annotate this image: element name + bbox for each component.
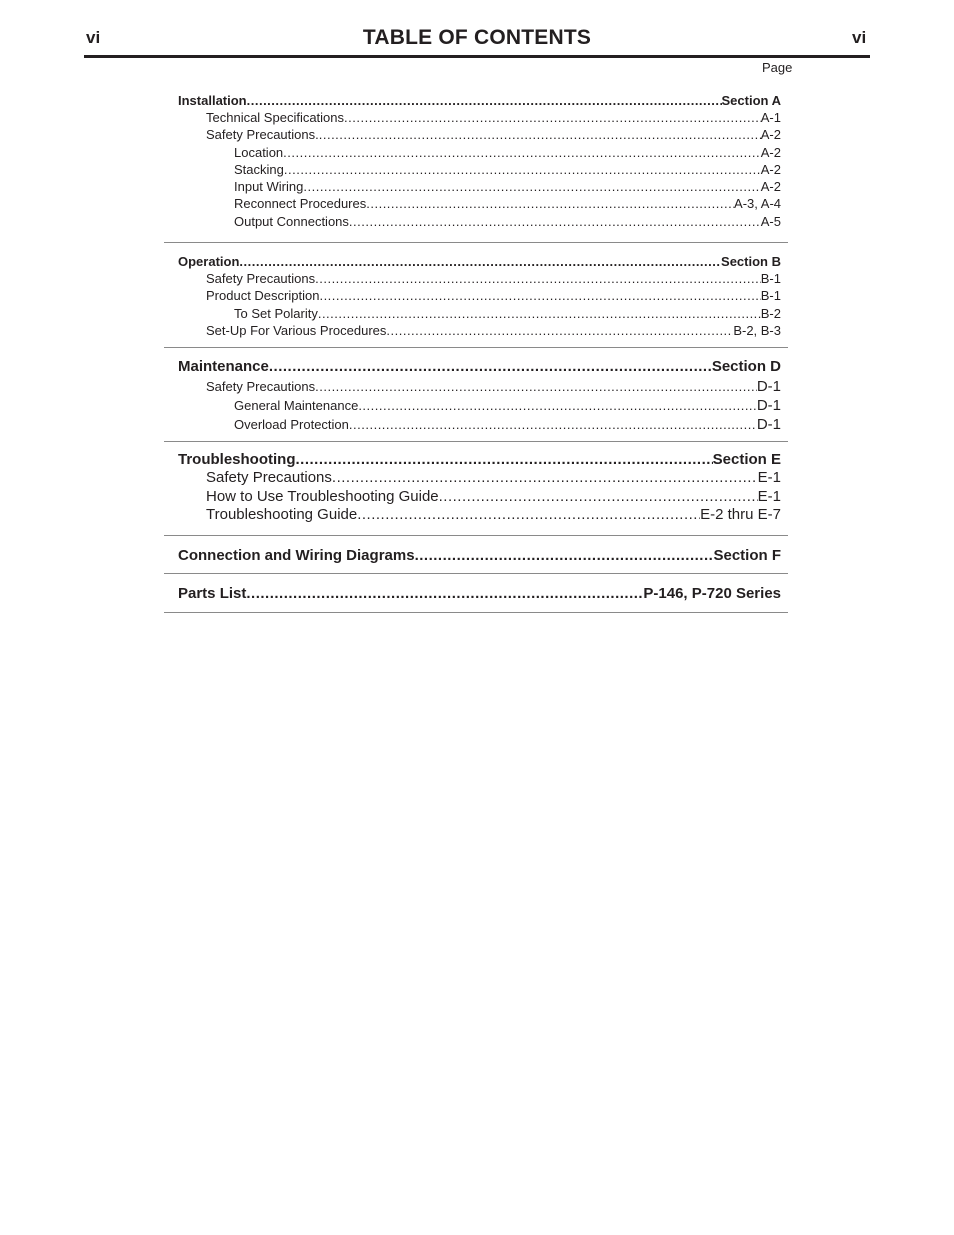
dot-leader: [283, 144, 761, 161]
toc-entry-input-wiring[interactable]: [164, 178, 788, 195]
toc-entry-to-set-polarity[interactable]: [164, 305, 788, 322]
toc-entry-page: A-1: [760, 110, 781, 125]
dot-leader: [296, 450, 713, 469]
toc-entry-label: General Maintenance: [234, 398, 359, 413]
toc-entry-safety-precautions[interactable]: [164, 270, 788, 287]
dot-leader: [439, 488, 758, 507]
toc-heading-parts-list[interactable]: [164, 584, 788, 603]
toc-entry-reconnect-procedures[interactable]: [164, 195, 788, 212]
toc-entry-page: B-1: [760, 288, 781, 304]
toc-heading-maintenance[interactable]: [164, 357, 788, 377]
toc-entry-label: Overload Protection: [234, 417, 349, 432]
toc-entry-page: A-2: [760, 127, 781, 143]
dot-leader: [318, 305, 761, 322]
toc-section-parts-list: [164, 574, 788, 613]
toc-entry-page: B-2: [760, 305, 781, 321]
toc-entry-safety-precautions[interactable]: [164, 377, 788, 396]
dot-leader: [247, 92, 722, 109]
toc-entry-safety-precautions[interactable]: [164, 469, 788, 488]
toc-heading-label: Installation: [178, 93, 247, 108]
toc-entry-label: Output Connections: [234, 213, 349, 229]
toc-section-operation: [164, 243, 788, 348]
toc-heading-diagrams[interactable]: [164, 546, 788, 565]
dot-leader: [358, 396, 757, 415]
dot-leader: [415, 546, 714, 565]
toc-entry-page: B-2, B-3: [733, 322, 781, 338]
toc-entry-page: E-2 thru E-7: [700, 506, 781, 524]
toc-entry-page: E-1: [757, 487, 781, 505]
toc-entry-label: To Set Polarity: [234, 305, 318, 321]
toc-entry-page: A-2: [760, 179, 781, 195]
dot-leader: [303, 178, 760, 195]
dot-leader: [349, 415, 757, 434]
dot-leader: [319, 126, 761, 143]
dot-leader: [332, 469, 758, 488]
table-of-contents: [164, 92, 788, 613]
toc-entry-how-to-use-troubleshooting-guide[interactable]: [164, 488, 788, 507]
toc-heading-page: P-146, P-720 Series: [643, 585, 781, 602]
toc-entry-overload-protection[interactable]: [164, 415, 788, 434]
toc-entry-label: Location: [234, 144, 284, 160]
toc-entry-page: B-1: [760, 271, 781, 286]
toc-entry-label: Technical Specifications: [206, 110, 345, 125]
toc-entry-label: Product Description: [206, 288, 320, 304]
toc-entry-label: Safety Precautions: [206, 271, 316, 286]
toc-entry-safety-precautions[interactable]: [164, 126, 788, 143]
dot-leader: [386, 322, 733, 339]
toc-section-installation: [164, 92, 788, 243]
toc-entry-page: A-3, A-4: [734, 196, 781, 212]
dot-leader: [344, 109, 761, 126]
toc-entry-page: D-1: [756, 397, 781, 414]
toc-heading-label: Maintenance: [178, 358, 269, 375]
dot-leader: [366, 195, 734, 212]
toc-entry-label: How to Use Troubleshooting Guide: [206, 487, 439, 505]
toc-heading-label: Parts List: [178, 585, 247, 602]
toc-entry-page: D-1: [756, 378, 781, 395]
toc-heading-page: Section B: [721, 254, 781, 269]
toc-entry-page: A-5: [760, 213, 781, 229]
dot-leader: [315, 377, 757, 396]
toc-heading-operation[interactable]: [164, 253, 788, 270]
toc-entry-location[interactable]: [164, 144, 788, 161]
toc-entry-set-up-for-various-procedures[interactable]: [164, 322, 788, 339]
dot-leader: [239, 253, 721, 270]
toc-entry-label: Set-Up For Various Procedures: [206, 322, 387, 338]
toc-heading-label: Connection and Wiring Diagrams: [178, 547, 415, 564]
dot-leader: [319, 287, 760, 304]
toc-heading-page: Section E: [712, 451, 781, 468]
toc-heading-page: Section F: [713, 547, 781, 564]
dot-leader: [246, 584, 643, 603]
toc-entry-technical-specifications[interactable]: [164, 109, 788, 126]
toc-entry-label: Safety Precautions.: [206, 127, 319, 143]
toc-section-diagrams: [164, 536, 788, 574]
page-number-left: vi: [86, 28, 101, 47]
page-column-label: Page: [762, 60, 793, 75]
toc-entry-label: Troubleshooting Guide: [206, 506, 358, 524]
toc-heading-page: Section A: [721, 93, 781, 108]
toc-entry-page: E-1: [757, 469, 781, 486]
toc-entry-label: Reconnect Procedures: [234, 196, 367, 212]
toc-entry-label: Safety Precautions: [206, 379, 316, 394]
dot-leader: [357, 506, 700, 525]
toc-section-troubleshooting: [164, 442, 788, 536]
page-number-right: vi: [852, 28, 867, 47]
toc-heading-troubleshooting[interactable]: [164, 450, 788, 469]
toc-entry-product-description[interactable]: [164, 287, 788, 304]
toc-entry-stacking[interactable]: [164, 161, 788, 178]
toc-heading-label: Troubleshooting: [178, 451, 296, 468]
header-rule: [84, 55, 870, 58]
toc-entry-page: D-1: [756, 416, 781, 433]
toc-entry-label: Input Wiring: [234, 179, 304, 195]
toc-entry-page: A-2: [760, 161, 781, 177]
toc-entry-output-connections[interactable]: [164, 213, 788, 230]
toc-entry-label: Stacking: [234, 161, 284, 177]
dot-leader: [284, 161, 761, 178]
dot-leader: [315, 270, 761, 287]
page-title: TABLE OF CONTENTS: [362, 26, 592, 49]
toc-section-maintenance: [164, 348, 788, 442]
dot-leader: [269, 357, 712, 377]
toc-entry-general-maintenance[interactable]: [164, 396, 788, 415]
toc-heading-installation[interactable]: [164, 92, 788, 109]
toc-entry-label: Safety Precautions: [206, 469, 332, 486]
dot-leader: [349, 213, 761, 230]
toc-heading-label: Operation: [178, 254, 240, 269]
toc-heading-page: Section D: [711, 358, 781, 375]
toc-entry-troubleshooting-guide[interactable]: [164, 506, 788, 525]
toc-entry-page: A-2: [760, 144, 781, 160]
